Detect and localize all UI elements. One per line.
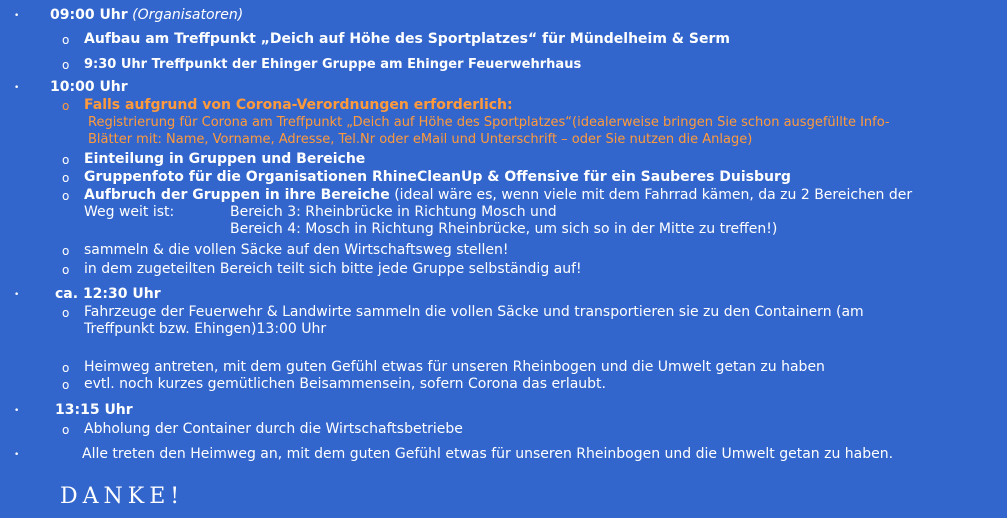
list-item-collect: sammeln & die vollen Säcke auf den Wirtschaftsweg stellen!: [84, 242, 509, 258]
sub-bullet: o: [62, 306, 70, 320]
bullet: •: [14, 83, 20, 93]
departure-area-4: Bereich 4: Mosch in Richtung Rheinbrücke, um sich so in der Mitte zu treffen!): [230, 221, 778, 237]
thanks-heading: DANKE!: [60, 484, 185, 509]
list-item-setup: Aufbau am Treffpunkt „Deich auf Höhe des Sportplatzes“ für Mündelheim & Serm: [84, 31, 730, 47]
bullet: •: [14, 11, 20, 21]
bullet: •: [14, 450, 20, 460]
sub-bullet: o: [62, 189, 70, 203]
time-heading-1000: 10:00 Uhr: [50, 79, 128, 95]
sub-bullet: o: [62, 378, 70, 392]
list-item-groups: Einteilung in Gruppen und Bereiche: [84, 151, 366, 167]
departure-bold: Aufbruch der Gruppen in ihre Bereiche: [84, 187, 390, 203]
list-item-container-pickup: Abholung der Container durch die Wirtschaftsbetriebe: [84, 421, 463, 437]
time-heading-1315: 13:15 Uhr: [55, 402, 133, 418]
sub-bullet: o: [62, 244, 70, 258]
sub-bullet: o: [62, 99, 70, 113]
final-line: Alle treten den Heimweg an, mit dem guten Gefühl etwas für unseren Rheinbogen und die Umwelt getan zu haben.: [82, 446, 894, 462]
list-item-way-home: Heimweg antreten, mit dem guten Gefühl etwas für unseren Rheinbogen und die Umwelt getan zu haben: [84, 359, 825, 375]
sub-bullet: o: [62, 423, 70, 437]
corona-title: Falls aufgrund von Corona-Verordnungen erforderlich:: [84, 97, 513, 113]
list-item-group-photo: Gruppenfoto für die Organisationen RhineCleanUp & Offensive für ein Sauberes Duisburg: [84, 169, 791, 185]
departure-line-2: Weg weit ist:: [84, 204, 175, 220]
time-label: 09:00 Uhr: [50, 7, 128, 23]
sub-bullet: o: [62, 58, 70, 72]
sub-bullet: o: [62, 33, 70, 47]
list-item-vehicles: Fahrzeuge der Feuerwehr & Landwirte sammeln die vollen Säcke und transportieren sie zu den Containern (am: [84, 304, 864, 320]
time-heading-1230: ca. 12:30 Uhr: [55, 286, 161, 302]
corona-text-line: Blätter mit: Name, Vorname, Adresse, Tel.Nr oder eMail und Unterschrift – oder Sie nutzen die Anlage): [88, 132, 753, 147]
list-item-get-together: evtl. noch kurzes gemütlichen Beisammensein, sofern Corona das erlaubt.: [84, 376, 606, 392]
sub-bullet: o: [62, 263, 70, 277]
sub-bullet: o: [62, 361, 70, 375]
list-item-split: in dem zugeteilten Bereich teilt sich bitte jede Gruppe selbständig auf!: [84, 261, 582, 277]
bullet: •: [14, 406, 20, 416]
time-note: (Organisatoren): [132, 7, 244, 23]
list-item-vehicles-line-2: Treffpunkt bzw. Ehingen)13:00 Uhr: [84, 321, 327, 337]
sub-bullet: o: [62, 153, 70, 167]
list-item-ehingen-meeting: 9:30 Uhr Treffpunkt der Ehinger Gruppe am Ehinger Feuerwehrhaus: [84, 57, 582, 72]
corona-text-line: Registrierung für Corona am Treffpunkt „Deich auf Höhe des Sportplatzes“(idealerweise bringen Sie schon ausgefüllte Info-: [88, 115, 890, 130]
departure-rest: (ideal wäre es, wenn viele mit dem Fahrrad kämen, da zu 2 Bereichen der: [389, 187, 913, 203]
time-heading-0900: [50, 7, 243, 24]
sub-bullet: o: [62, 171, 70, 185]
bullet: •: [14, 290, 20, 300]
list-item-departure: [84, 187, 912, 204]
departure-area-3: Bereich 3: Rheinbrücke in Richtung Mosch und: [230, 204, 557, 220]
